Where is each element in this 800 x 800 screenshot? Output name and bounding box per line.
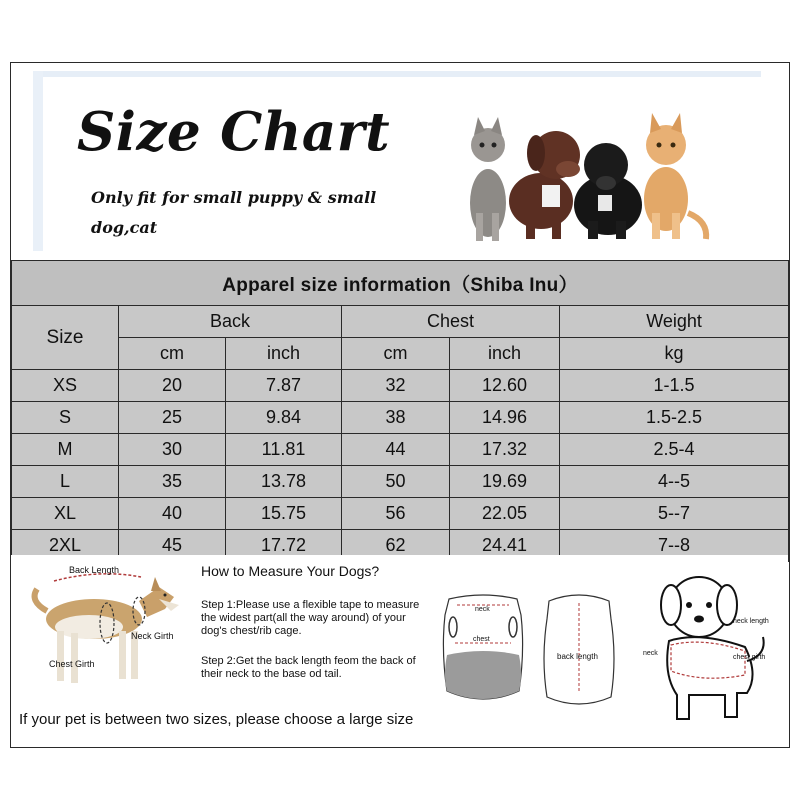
garment-back-illustration: [539, 589, 619, 711]
size-cell: XS: [12, 370, 119, 402]
chest-cm-cell: 62: [342, 530, 450, 562]
measure-section: [11, 555, 788, 748]
weight-kg-cell: 4--5: [560, 466, 789, 498]
table-group-header-row: [12, 306, 789, 338]
brown-puppy-image: [509, 131, 580, 239]
chest-inch-cell: 12.60: [450, 370, 560, 402]
back-cm-cell: 20: [119, 370, 226, 402]
unit-header-back-inch: inch: [226, 338, 342, 370]
size-cell: L: [12, 466, 119, 498]
back-cm-cell: 30: [119, 434, 226, 466]
weight-kg-cell: 2.5-4: [560, 434, 789, 466]
chest-cm-cell: 32: [342, 370, 450, 402]
size-table: [11, 260, 789, 562]
size-chart-frame: [10, 62, 790, 748]
table-title: Apparel size information（Shiba Inu）: [12, 261, 789, 306]
weight-kg-cell: 1.5-2.5: [560, 402, 789, 434]
garment-back-length-label: back length: [557, 652, 598, 661]
grey-kitten-image: [470, 117, 506, 241]
header: [11, 63, 788, 259]
size-column-header: Size: [12, 306, 119, 370]
unit-header-weight-kg: kg: [560, 338, 789, 370]
header-decor-strip: [33, 71, 761, 77]
chest-cm-cell: 50: [342, 466, 450, 498]
garment-neck-label: neck: [475, 606, 490, 613]
neck-girth-label: Neck Girth: [131, 631, 174, 641]
table-row: [12, 498, 789, 530]
table-row: [12, 370, 789, 402]
table-row: [12, 402, 789, 434]
table-row: [12, 466, 789, 498]
size-cell: 2XL: [12, 530, 119, 562]
chest-group-header: Chest: [342, 306, 560, 338]
chest-girth-label: Chest Girth: [49, 659, 95, 669]
weight-kg-cell: 5--7: [560, 498, 789, 530]
chest-cm-cell: 38: [342, 402, 450, 434]
black-puppy-image: [574, 143, 642, 239]
size-advice-note: If your pet is between two sizes, please choose a large size: [19, 711, 414, 728]
unit-header-chest-cm: cm: [342, 338, 450, 370]
chest-inch-cell: 17.32: [450, 434, 560, 466]
how-to-measure-title: How to Measure Your Dogs?: [201, 563, 380, 579]
page-title: Size Chart: [77, 101, 391, 163]
back-inch-cell: 9.84: [226, 402, 342, 434]
chest-inch-cell: 14.96: [450, 402, 560, 434]
garment-chest-label: chest: [473, 636, 490, 643]
table-unit-header-row: [12, 338, 789, 370]
unit-header-chest-inch: inch: [450, 338, 560, 370]
size-cell: XL: [12, 498, 119, 530]
back-cm-cell: 25: [119, 402, 226, 434]
size-cell: M: [12, 434, 119, 466]
header-decor-side: [33, 71, 43, 251]
chest-cm-cell: 56: [342, 498, 450, 530]
back-length-label: Back Length: [69, 565, 120, 575]
chest-cm-cell: 44: [342, 434, 450, 466]
table-row: [12, 434, 789, 466]
measure-step-2: Step 2:Get the back length feom the back of their neck to the base od tail.: [201, 655, 416, 680]
back-cm-cell: 45: [119, 530, 226, 562]
garment-front-illustration: [439, 591, 527, 709]
table-title-row: [12, 261, 789, 306]
back-cm-cell: 35: [119, 466, 226, 498]
weight-kg-cell: 7--8: [560, 530, 789, 562]
pets-illustration: [456, 103, 716, 243]
back-inch-cell: 17.72: [226, 530, 342, 562]
puppy-neck-length-label: neck length: [733, 618, 769, 625]
back-cm-cell: 40: [119, 498, 226, 530]
dog-measure-illustration: [19, 561, 194, 711]
chest-inch-cell: 24.41: [450, 530, 560, 562]
puppy-chest-girth-label: chest girth: [733, 654, 766, 661]
back-inch-cell: 7.87: [226, 370, 342, 402]
puppy-measure-illustration: [641, 565, 781, 729]
weight-group-header: Weight: [560, 306, 789, 338]
back-inch-cell: 11.81: [226, 434, 342, 466]
back-group-header: Back: [119, 306, 342, 338]
puppy-neck-label: neck: [643, 650, 658, 657]
weight-kg-cell: 1-1.5: [560, 370, 789, 402]
size-cell: S: [12, 402, 119, 434]
page-subtitle: Only fit for small puppy & small dog,cat: [91, 188, 377, 237]
back-inch-cell: 13.78: [226, 466, 342, 498]
chest-inch-cell: 19.69: [450, 466, 560, 498]
measure-step-1: Step 1:Please use a flexible tape to measure the widest part(all the way around) of your dog's chest/rib cage.: [201, 599, 420, 637]
chest-inch-cell: 22.05: [450, 498, 560, 530]
orange-kitten-image: [644, 113, 706, 239]
unit-header-back-cm: cm: [119, 338, 226, 370]
back-inch-cell: 15.75: [226, 498, 342, 530]
